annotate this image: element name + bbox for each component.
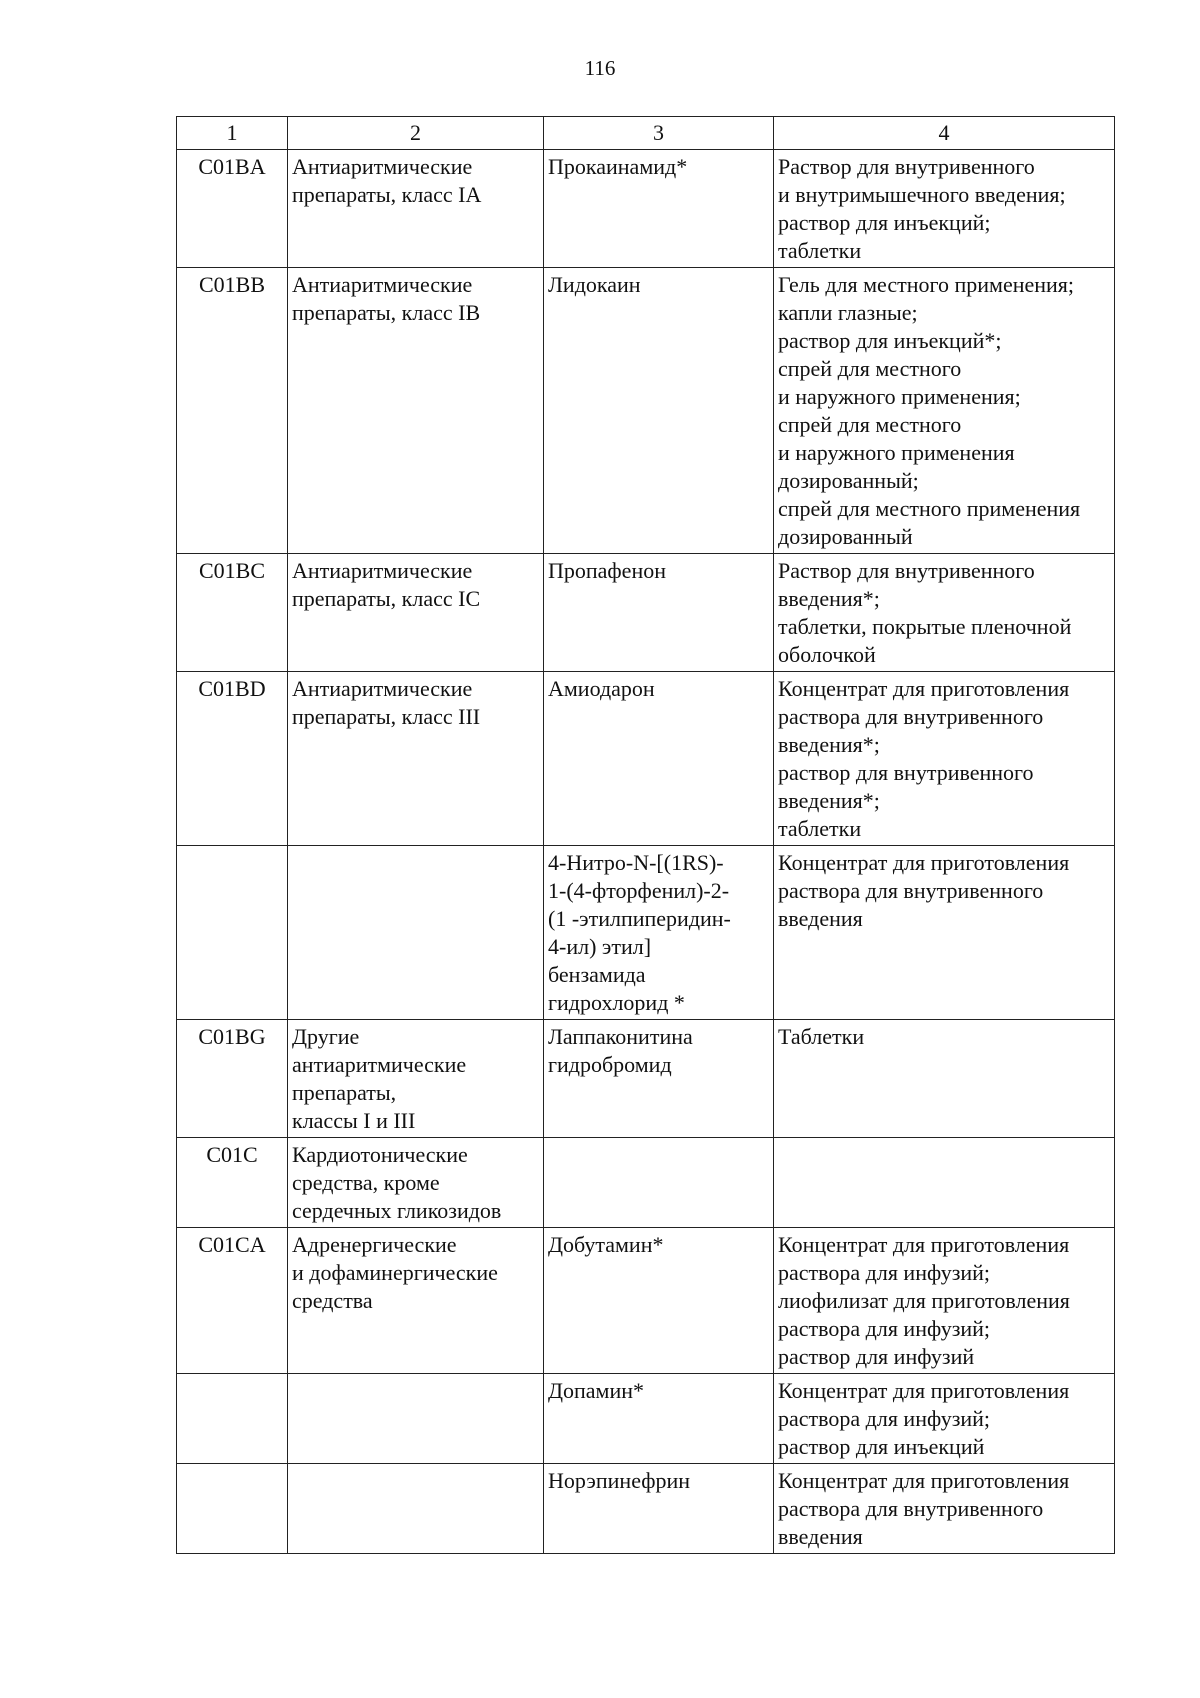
drug-name-cell: Норэпинефрин [544, 1464, 774, 1554]
column-header-1: 1 [177, 117, 288, 150]
drug-name-cell: Допамин* [544, 1374, 774, 1464]
dosage-form-cell: Раствор для внутривенного и внутримышечного введения; раствор для инъекций; таблетки [774, 150, 1115, 268]
dosage-form-cell: Гель для местного применения; капли глазные; раствор для инъекций*; спрей для местного и наружного применения; спрей для местного и наружного применения дозированный; спрей для местного применения дозированный [774, 268, 1115, 554]
atc-code-cell: C01BD [177, 672, 288, 846]
drug-name-cell: 4-Нитро-N-[(1RS)- 1-(4-фторфенил)-2- (1 -этилпиперидин- 4-ил) этил] бензамида гидрохлорид * [544, 846, 774, 1020]
table-row [177, 846, 1115, 1020]
column-header-4: 4 [774, 117, 1115, 150]
table-row [177, 1138, 1115, 1228]
drug-name-cell: Лаппаконитина гидробромид [544, 1020, 774, 1138]
drug-class-cell [288, 1464, 544, 1554]
drug-name-cell: Амиодарон [544, 672, 774, 846]
page-number: 116 [584, 56, 616, 80]
dosage-form-cell: Раствор для внутривенного введения*; таблетки, покрытые пленочной оболочкой [774, 554, 1115, 672]
dosage-form-cell [774, 1138, 1115, 1228]
atc-code-cell [177, 1374, 288, 1464]
drug-class-cell: Антиаритмические препараты, класс IA [288, 150, 544, 268]
atc-code-cell: C01BG [177, 1020, 288, 1138]
drug-class-cell [288, 1374, 544, 1464]
atc-code-cell: C01CA [177, 1228, 288, 1374]
table-header [177, 117, 1115, 150]
dosage-form-cell: Таблетки [774, 1020, 1115, 1138]
dosage-form-cell: Концентрат для приготовления раствора для внутривенного введения*; раствор для внутривенного введения*; таблетки [774, 672, 1115, 846]
drug-table [176, 116, 1115, 1554]
dosage-form-cell: Концентрат для приготовления раствора для инфузий; раствор для инъекций [774, 1374, 1115, 1464]
table-row [177, 1228, 1115, 1374]
atc-code-cell: C01BA [177, 150, 288, 268]
table-body [177, 150, 1115, 1554]
dosage-form-cell: Концентрат для приготовления раствора для внутривенного введения [774, 1464, 1115, 1554]
dosage-form-cell: Концентрат для приготовления раствора для внутривенного введения [774, 846, 1115, 1020]
table-row [177, 150, 1115, 268]
table-row [177, 1020, 1115, 1138]
drug-name-cell: Добутамин* [544, 1228, 774, 1374]
drug-name-cell: Прокаинамид* [544, 150, 774, 268]
drug-name-cell: Пропафенон [544, 554, 774, 672]
atc-code-cell: C01BB [177, 268, 288, 554]
dosage-form-cell: Концентрат для приготовления раствора для инфузий; лиофилизат для приготовления раствора для инфузий; раствор для инфузий [774, 1228, 1115, 1374]
table-row [177, 1464, 1115, 1554]
drug-class-cell: Кардиотонические средства, кроме сердечных гликозидов [288, 1138, 544, 1228]
header-row [177, 117, 1115, 150]
drug-class-cell: Антиаритмические препараты, класс III [288, 672, 544, 846]
atc-code-cell [177, 846, 288, 1020]
drug-class-cell: Антиаритмические препараты, класс IC [288, 554, 544, 672]
drug-class-cell: Адренергические и дофаминергические средства [288, 1228, 544, 1374]
drug-name-cell [544, 1138, 774, 1228]
atc-code-cell: C01C [177, 1138, 288, 1228]
column-header-3: 3 [544, 117, 774, 150]
table-row [177, 554, 1115, 672]
atc-code-cell: C01BC [177, 554, 288, 672]
drug-class-cell: Другие антиаритмические препараты, классы I и III [288, 1020, 544, 1138]
column-header-2: 2 [288, 117, 544, 150]
table-row [177, 1374, 1115, 1464]
drug-class-cell [288, 846, 544, 1020]
table-row [177, 268, 1115, 554]
table-row [177, 672, 1115, 846]
atc-code-cell [177, 1464, 288, 1554]
drug-class-cell: Антиаритмические препараты, класс IB [288, 268, 544, 554]
drug-name-cell: Лидокаин [544, 268, 774, 554]
